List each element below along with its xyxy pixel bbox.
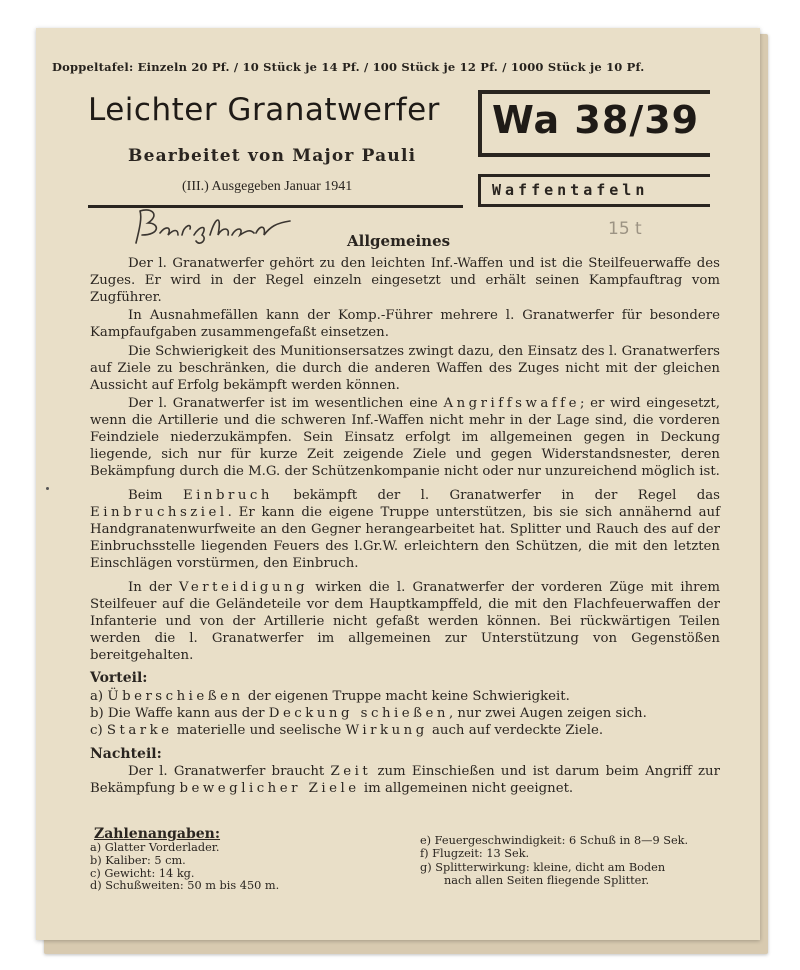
document-code: Wa 38/39 xyxy=(492,98,700,142)
code-box xyxy=(478,90,710,160)
author-line: Bearbeitet von Major Pauli xyxy=(128,146,417,166)
figures-right xyxy=(420,834,720,888)
figure-row: g) Splitterwirkung: kleine, dicht am Boden xyxy=(420,860,666,874)
series-label: Waffentafeln xyxy=(492,181,649,199)
advantage-b: b) Die Waffe kann aus der Deckung schießen, nur zwei Augen zeigen sich. xyxy=(90,705,647,721)
handwritten-signature xyxy=(130,205,300,249)
figure-row: a) Glatter Vorderlader. xyxy=(90,841,220,854)
paragraph-4: Der l. Granatwerfer ist im wesentlichen eine Angriffswaffe; er wird eingesetzt, wenn die Artillerie und die schweren Inf.-Waffen nicht mehr in der Lage sind, die vorderen Feindziele niederzukämpfen. Sein Einsatz erfolgt im allgemeinen gegen in Deckung liegende, sich nur für kurze Zeit zeigende Ziele und gegen Widerstandsnester, deren Bekämpfung durch die M.G. der Schützenkompanie nicht oder nur unzureichend möglich ist. xyxy=(90,396,720,479)
series-box xyxy=(478,174,710,208)
disadvantages-heading: Nachteil: xyxy=(90,745,162,762)
paper-speck xyxy=(46,487,49,490)
document-title: Leichter Granatwerfer xyxy=(88,92,440,128)
section-heading: Allgemeines xyxy=(347,232,451,250)
advantage-a: a) Überschießen der eigenen Truppe macht keine Schwierigkeit. xyxy=(90,689,570,705)
advantage-c: c) Starke materielle und seelische Wirkung auch auf verdeckte Ziele. xyxy=(90,722,604,738)
pencil-mark: 15 t xyxy=(608,219,642,239)
figures-heading: Zahlenangaben: xyxy=(94,826,221,842)
figures-left xyxy=(90,842,410,893)
figure-row: c) Gewicht: 14 kg. xyxy=(90,866,195,880)
price-line: Doppeltafel: Einzeln 20 Pf. / 10 Stück je 14 Pf. / 100 Stück je 12 Pf. / 1000 Stück je 10 Pf. xyxy=(52,60,645,74)
paragraph-3: Die Schwierigkeit des Munitionsersatzes zwingt dazu, den Einsatz des l. Granatwerfers auf Ziele zu beschränken, die durch die anderen Waffen des Zuges nicht mit der gleichen Aussicht auf Erfolg bekämpft werden können. xyxy=(90,343,720,393)
figure-row: e) Feuergeschwindigkeit: 6 Schuß in 8—9 Sek. xyxy=(420,834,689,847)
figure-row: f) Flugzeit: 13 Sek. xyxy=(420,847,530,861)
spaced-term: Angriffswaffe xyxy=(443,396,580,412)
body-text xyxy=(90,256,720,800)
disadvantage-text: Der l. Granatwerfer braucht Zeit zum Einschießen und ist darum beim Angriff zur Bekämpfung beweglicher Ziele im allgemeinen nicht geeignet. xyxy=(90,764,720,797)
advantages-heading: Vorteil: xyxy=(90,670,148,687)
edition-line: (III.) Ausgegeben Januar 1941 xyxy=(182,179,353,194)
spaced-term: Verteidigung xyxy=(179,580,309,596)
spaced-term: Einbruch xyxy=(182,488,273,504)
paragraph-6: In der Verteidigung wirken die l. Granatwerfer der vorderen Züge mit ihrem Steilfeuer auf die Geländeteile vor dem Hauptkampffeld, die mit den Flachfeuerwaffen der Infanterie und von der Artillerie nicht gefaßt werden können. Bei rückwärtigen Teilen werden die l. Granatwerfer im allgemeinen zur Unterstützung von Gegenstößen bereitgehalten. xyxy=(90,580,720,663)
spaced-term: Einbruchsziel xyxy=(90,505,228,521)
paragraph-5: Beim Einbruch bekämpft der l. Granatwerfer in der Regel das Einbruchsziel. Er kann die eigene Truppe unterstützen, bis sie sich annähernd auf Handgranatenwurfweite an den Gegner herangearbeitet hat. Splitter und Rauch des auf der Einbruchsstelle liegenden Feuers des l.Gr.W. erleichtern den Schützen, die mit den letzten Einschlägen vorstürmen, den Einbruch. xyxy=(90,488,720,571)
figure-row: b) Kaliber: 5 cm. xyxy=(90,853,186,867)
figure-row: nach allen Seiten fliegende Splitter. xyxy=(444,874,650,888)
paragraph-1: Der l. Granatwerfer gehört zu den leichten Inf.-Waffen und ist die Steilfeuerwaffe des Zuges. Er wird in der Regel einzeln eingesetzt und erhält seinen Kampfauftrag vom Zugführer. xyxy=(90,256,720,305)
figure-row: d) Schußweiten: 50 m bis 450 m. xyxy=(90,879,280,893)
paragraph-2: In Ausnahmefällen kann der Komp.-Führer mehrere l. Granatwerfer für besondere Kampfaufgaben zusammengefaßt einsetzen. xyxy=(90,308,720,341)
